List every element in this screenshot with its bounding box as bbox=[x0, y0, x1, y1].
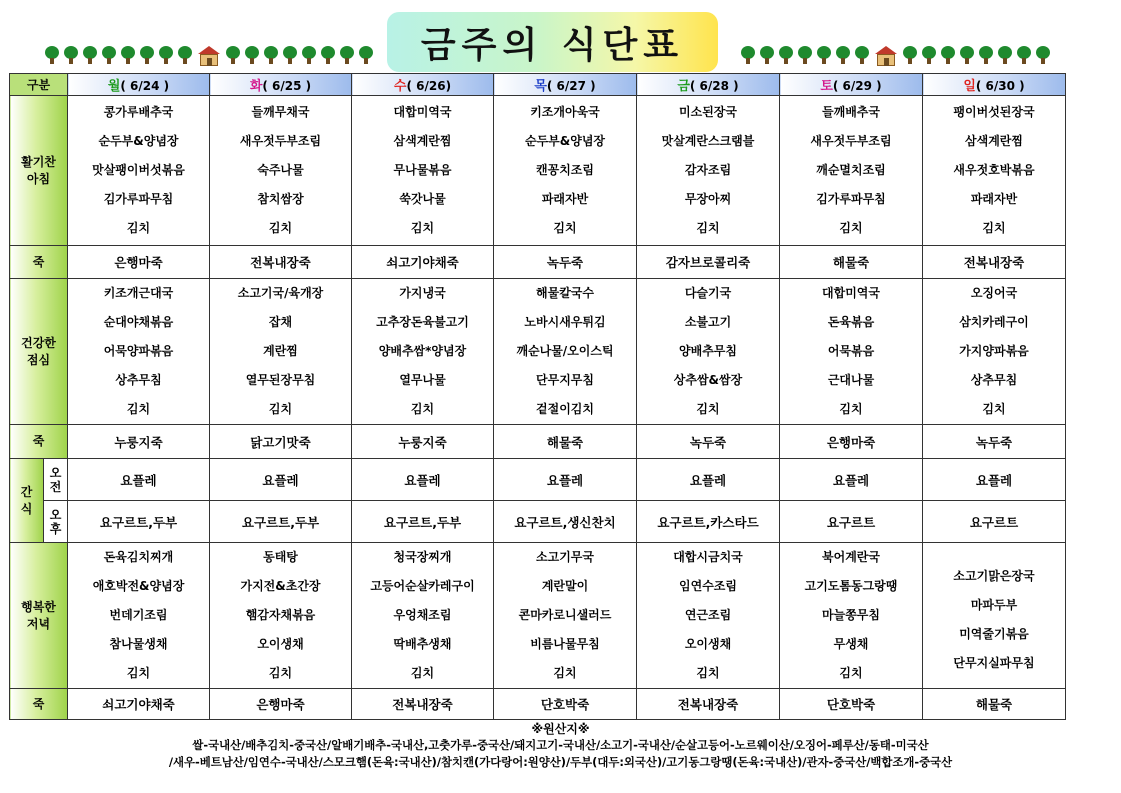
menu-item: 상추무침 bbox=[970, 373, 1018, 387]
day-header bbox=[923, 74, 1066, 96]
menu-item: 마늘쫑무침 bbox=[822, 608, 880, 622]
day-header bbox=[780, 74, 923, 96]
page-title: 금주의 식단표 bbox=[420, 24, 685, 66]
menu-item: 연근조림 bbox=[684, 608, 732, 622]
tree-icon bbox=[225, 46, 241, 64]
menu-item: 김치 bbox=[839, 666, 863, 680]
lunch-cell bbox=[210, 279, 352, 425]
dinner-cell bbox=[923, 543, 1066, 689]
menu-item: 양배추무침 bbox=[679, 344, 737, 358]
menu-item: 김치 bbox=[982, 221, 1006, 235]
menu-item: 가지양파볶음 bbox=[959, 344, 1029, 358]
menu-item: 팽이버섯된장국 bbox=[953, 105, 1035, 119]
dinner-cell bbox=[494, 543, 637, 689]
menu-item: 상추무침 bbox=[115, 373, 162, 387]
tree-icon bbox=[101, 46, 117, 64]
snack-am-cell: 요플레 bbox=[494, 459, 637, 501]
menu-item: 쑥갓나물 bbox=[399, 192, 446, 206]
day-header bbox=[68, 74, 210, 96]
porridge-dinner-cell: 전복내장죽 bbox=[352, 689, 494, 720]
porridge-lunch-cell: 녹두죽 bbox=[637, 425, 780, 459]
porridge-dinner-cell: 전복내장죽 bbox=[637, 689, 780, 720]
dinner-label bbox=[10, 543, 68, 689]
day-header bbox=[637, 74, 780, 96]
menu-item: 김치 bbox=[839, 402, 863, 416]
day-name: 토 bbox=[820, 79, 833, 94]
porridge-morning-label: 죽 bbox=[10, 246, 68, 279]
menu-item: 어묵볶음 bbox=[827, 344, 875, 358]
day-date: ( 6/27 ) bbox=[546, 79, 596, 93]
menu-item: 계란찜 bbox=[263, 344, 298, 358]
tree-icon bbox=[902, 46, 918, 64]
menu-item: 대합시금치국 bbox=[673, 550, 743, 564]
menu-item: 열무된장무침 bbox=[245, 373, 316, 387]
day-date: ( 6/30 ) bbox=[975, 79, 1025, 93]
menu-item: 비름나물무침 bbox=[530, 637, 600, 651]
menu-item: 돈육김치찌개 bbox=[103, 550, 174, 564]
tree-icon bbox=[301, 46, 317, 64]
tree-icon bbox=[959, 46, 975, 64]
menu-item: 소고기무국 bbox=[536, 550, 594, 564]
snack-pm-cell: 요구르트,두부 bbox=[210, 501, 352, 543]
breakfast-cell bbox=[780, 96, 923, 246]
gubun-header: 구분 bbox=[10, 74, 68, 96]
tree-icon bbox=[244, 46, 260, 64]
breakfast-row bbox=[10, 96, 1066, 246]
porridge-dinner-label: 죽 bbox=[10, 689, 68, 720]
tree-decoration-right bbox=[740, 46, 1051, 66]
snack-pm-cell: 요구르트 bbox=[923, 501, 1066, 543]
snack-am-cell: 요플레 bbox=[637, 459, 780, 501]
breakfast-cell bbox=[352, 96, 494, 246]
menu-item: 김치 bbox=[839, 221, 863, 235]
snack-am-row bbox=[10, 459, 1066, 501]
snack-am-cell: 요플레 bbox=[210, 459, 352, 501]
porridge-morning-cell: 감자브로콜리죽 bbox=[637, 246, 780, 279]
menu-item: 김치 bbox=[696, 402, 720, 416]
menu-item: 삼색계란찜 bbox=[965, 134, 1023, 148]
porridge-morning-cell: 녹두죽 bbox=[494, 246, 637, 279]
snack-am-cell: 요플레 bbox=[68, 459, 210, 501]
tree-icon bbox=[158, 46, 174, 64]
menu-item: 열무나물 bbox=[399, 373, 446, 387]
menu-item: 김치 bbox=[126, 221, 151, 235]
menu-item: 깨순멸치조림 bbox=[816, 163, 886, 177]
menu-item: 참치쌈장 bbox=[257, 192, 304, 206]
porridge-morning-cell: 쇠고기야채죽 bbox=[352, 246, 494, 279]
row-label-line: 건강한 bbox=[21, 335, 56, 350]
menu-item: 고기도톰동그랑땡 bbox=[804, 579, 898, 593]
dinner-cell bbox=[780, 543, 923, 689]
menu-item: 양배추쌈*양념장 bbox=[378, 344, 467, 358]
lunch-row bbox=[10, 279, 1066, 425]
tree-icon bbox=[997, 46, 1013, 64]
porridge-lunch-cell: 누룽지죽 bbox=[68, 425, 210, 459]
tree-icon bbox=[63, 46, 79, 64]
porridge-dinner-cell: 해물죽 bbox=[923, 689, 1066, 720]
day-date: ( 6/24 ) bbox=[120, 79, 170, 93]
breakfast-cell bbox=[210, 96, 352, 246]
tree-icon bbox=[1016, 46, 1032, 64]
menu-item: 콩가루배추국 bbox=[103, 105, 174, 119]
tree-icon bbox=[854, 46, 870, 64]
menu-item: 키조개근대국 bbox=[103, 286, 174, 300]
porridge-dinner-row bbox=[10, 689, 1066, 720]
lunch-label bbox=[10, 279, 68, 425]
day-header bbox=[210, 74, 352, 96]
row-label-line: 오 bbox=[49, 507, 62, 522]
tree-icon bbox=[339, 46, 355, 64]
house-icon bbox=[875, 46, 897, 66]
day-name: 금 bbox=[677, 79, 690, 94]
lunch-cell bbox=[780, 279, 923, 425]
menu-item: 캔꽁치조림 bbox=[536, 163, 594, 177]
menu-item: 미소된장국 bbox=[679, 105, 737, 119]
header-row bbox=[10, 74, 1066, 96]
meal-plan-table bbox=[9, 73, 1066, 720]
menu-item: 애호박전&양념장 bbox=[92, 579, 185, 593]
menu-item: 김치 bbox=[410, 221, 435, 235]
breakfast-cell bbox=[494, 96, 637, 246]
menu-item: 숙주나물 bbox=[257, 163, 304, 177]
tree-icon bbox=[778, 46, 794, 64]
porridge-lunch-row bbox=[10, 425, 1066, 459]
menu-item: 김치 bbox=[410, 666, 435, 680]
porridge-dinner-cell: 단호박죽 bbox=[780, 689, 923, 720]
row-label-line: 점심 bbox=[26, 352, 51, 367]
menu-item: 가지전&초간장 bbox=[240, 579, 321, 593]
menu-item: 맛살팽이버섯볶음 bbox=[92, 163, 185, 177]
tree-icon bbox=[816, 46, 832, 64]
snack-pm-row bbox=[10, 501, 1066, 543]
porridge-morning-cell: 전복내장죽 bbox=[210, 246, 352, 279]
tree-icon bbox=[82, 46, 98, 64]
menu-item: 오이생채 bbox=[684, 637, 732, 651]
tree-icon bbox=[835, 46, 851, 64]
porridge-lunch-label: 죽 bbox=[10, 425, 68, 459]
menu-item: 무나물볶음 bbox=[393, 163, 452, 177]
menu-item: 대합미역국 bbox=[822, 286, 880, 300]
origin-heading: ※원산지※ bbox=[531, 722, 590, 736]
breakfast-cell bbox=[923, 96, 1066, 246]
snack-pm-cell: 요구르트,두부 bbox=[352, 501, 494, 543]
menu-item: 콘마카로니샐러드 bbox=[518, 608, 612, 622]
menu-item: 들깨배추국 bbox=[822, 105, 880, 119]
porridge-lunch-cell: 누룽지죽 bbox=[352, 425, 494, 459]
menu-item: 오징어국 bbox=[970, 286, 1018, 300]
menu-item: 대합미역국 bbox=[393, 105, 452, 119]
dinner-cell bbox=[637, 543, 780, 689]
day-date: ( 6/26) bbox=[406, 79, 452, 93]
title-banner bbox=[387, 12, 718, 72]
porridge-lunch-cell: 은행마죽 bbox=[780, 425, 923, 459]
porridge-lunch-cell: 해물죽 bbox=[494, 425, 637, 459]
menu-item: 임연수조림 bbox=[679, 579, 737, 593]
tree-icon bbox=[740, 46, 756, 64]
menu-item: 돈육볶음 bbox=[827, 315, 875, 329]
tree-icon bbox=[797, 46, 813, 64]
menu-item: 김치 bbox=[268, 666, 293, 680]
snack-pm-cell: 요구르트,생신찬치 bbox=[494, 501, 637, 543]
porridge-morning-cell: 은행마죽 bbox=[68, 246, 210, 279]
tree-icon bbox=[120, 46, 136, 64]
menu-item: 깨순나물/오이스틱 bbox=[516, 344, 614, 358]
menu-item: 동태탕 bbox=[263, 550, 298, 564]
origin-line-1: 쌀-국내산/배추김치-중국산/알배기배추-국내산,고춧가루-중국산/돼지고기-국내산/소고기-국내산/순살고등어-노르웨이산/오징어-페루산/동태-미국산 bbox=[192, 738, 929, 752]
menu-item: 김치 bbox=[268, 221, 293, 235]
porridge-dinner-cell: 단호박죽 bbox=[494, 689, 637, 720]
menu-item: 삼치카레구이 bbox=[959, 315, 1029, 329]
house-icon bbox=[198, 46, 220, 66]
porridge-morning-cell: 해물죽 bbox=[780, 246, 923, 279]
menu-item: 새우젓호박볶음 bbox=[953, 163, 1035, 177]
lunch-cell bbox=[68, 279, 210, 425]
day-date: ( 6/25 ) bbox=[262, 79, 312, 93]
row-label-line: 오 bbox=[49, 465, 62, 480]
menu-item: 햄감자채볶음 bbox=[245, 608, 316, 622]
dinner-cell bbox=[68, 543, 210, 689]
menu-item: 근대나물 bbox=[827, 373, 875, 387]
menu-item: 키조개아욱국 bbox=[530, 105, 600, 119]
tree-icon bbox=[44, 46, 60, 64]
tree-icon bbox=[320, 46, 336, 64]
menu-item: 김치 bbox=[696, 666, 720, 680]
menu-item: 소고기맑은장국 bbox=[953, 568, 1035, 583]
snack-am-cell: 요플레 bbox=[923, 459, 1066, 501]
menu-item: 김치 bbox=[553, 221, 577, 235]
menu-item: 노바시새우튀김 bbox=[524, 315, 606, 329]
origin-line-2: /새우-베트남산/임연수-국내산/스모크햄(돈육:국내산)/참치캔(가다랑어:원양산)/두부(대두:외국산)/고기동그랑땡(돈육:국내산)/관자-중국산/백합조개-중국산 bbox=[168, 755, 953, 769]
day-header bbox=[352, 74, 494, 96]
tree-icon bbox=[978, 46, 994, 64]
menu-item: 고추장돈육불고기 bbox=[376, 315, 469, 329]
menu-item: 순두부&양념장 bbox=[98, 134, 179, 148]
snack-pm-cell: 요구르트 bbox=[780, 501, 923, 543]
menu-item: 해물칼국수 bbox=[536, 286, 594, 300]
day-name: 월 bbox=[107, 79, 121, 94]
snack-am-cell: 요플레 bbox=[352, 459, 494, 501]
menu-item: 단무지무침 bbox=[536, 373, 594, 387]
menu-item: 번데기조림 bbox=[109, 608, 168, 622]
tree-decoration-left bbox=[44, 46, 374, 66]
menu-item: 다슬기국 bbox=[684, 286, 732, 300]
row-label-line: 행복한 bbox=[21, 599, 56, 614]
menu-item: 김가루파무침 bbox=[103, 192, 174, 206]
day-date: ( 6/29 ) bbox=[832, 79, 882, 93]
row-label-line: 후 bbox=[49, 521, 62, 536]
day-date: ( 6/28 ) bbox=[689, 79, 739, 93]
menu-item: 감자조림 bbox=[684, 163, 732, 177]
menu-item: 새우젓두부조림 bbox=[810, 134, 892, 148]
menu-item: 들깨무채국 bbox=[251, 105, 310, 119]
snack-pm-cell: 요구르트,두부 bbox=[68, 501, 210, 543]
menu-item: 김가루파무침 bbox=[816, 192, 886, 206]
row-label-line: 아침 bbox=[26, 171, 51, 186]
breakfast-cell bbox=[68, 96, 210, 246]
tree-icon bbox=[759, 46, 775, 64]
menu-item: 김치 bbox=[126, 402, 151, 416]
day-header bbox=[494, 74, 637, 96]
tree-icon bbox=[940, 46, 956, 64]
menu-item: 고등어순살카레구이 bbox=[370, 579, 475, 593]
menu-item: 삼색계란찜 bbox=[393, 134, 452, 148]
menu-item: 파래자반 bbox=[970, 192, 1018, 206]
day-name: 목 bbox=[534, 79, 547, 94]
menu-item: 우엉채조림 bbox=[393, 608, 452, 622]
menu-item: 북어계란국 bbox=[822, 550, 880, 564]
menu-item: 김치 bbox=[553, 666, 577, 680]
breakfast-label bbox=[10, 96, 68, 246]
menu-item: 파래자반 bbox=[541, 192, 589, 206]
menu-item: 어묵양파볶음 bbox=[103, 344, 174, 358]
menu-item: 계란말이 bbox=[541, 579, 589, 593]
row-label-line: 전 bbox=[49, 479, 62, 494]
tree-icon bbox=[921, 46, 937, 64]
snack-pm-cell: 요구르트,카스타드 bbox=[637, 501, 780, 543]
lunch-cell bbox=[637, 279, 780, 425]
menu-item: 순두부&양념장 bbox=[524, 134, 606, 148]
menu-item: 소고기국/육개장 bbox=[237, 286, 324, 300]
menu-item: 소불고기 bbox=[684, 315, 732, 329]
menu-item: 미역줄기볶음 bbox=[959, 626, 1029, 641]
porridge-morning-cell: 전복내장죽 bbox=[923, 246, 1066, 279]
tree-icon bbox=[139, 46, 155, 64]
porridge-lunch-cell: 닭고기맛죽 bbox=[210, 425, 352, 459]
tree-icon bbox=[282, 46, 298, 64]
tree-icon bbox=[263, 46, 279, 64]
menu-item: 김치 bbox=[410, 402, 435, 416]
menu-item: 오이생채 bbox=[257, 637, 304, 651]
menu-item: 가지냉국 bbox=[399, 286, 446, 300]
menu-item: 마파두부 bbox=[970, 597, 1018, 612]
porridge-dinner-cell: 쇠고기야채죽 bbox=[68, 689, 210, 720]
porridge-morning-row bbox=[10, 246, 1066, 279]
day-name: 수 bbox=[393, 79, 407, 94]
snack-am-label bbox=[44, 459, 68, 501]
menu-item: 잡채 bbox=[268, 315, 293, 329]
menu-item: 청국장찌개 bbox=[393, 550, 452, 564]
dinner-row bbox=[10, 543, 1066, 689]
breakfast-cell bbox=[637, 96, 780, 246]
menu-item: 딱배추생채 bbox=[393, 637, 452, 651]
porridge-dinner-cell: 은행마죽 bbox=[210, 689, 352, 720]
tree-icon bbox=[177, 46, 193, 64]
menu-item: 순대야채볶음 bbox=[103, 315, 174, 329]
day-name: 일 bbox=[963, 79, 976, 94]
menu-item: 무생채 bbox=[833, 637, 869, 651]
tree-icon bbox=[1035, 46, 1051, 64]
menu-item: 김치 bbox=[982, 402, 1006, 416]
lunch-cell bbox=[352, 279, 494, 425]
menu-item: 무장아찌 bbox=[684, 192, 732, 206]
lunch-cell bbox=[923, 279, 1066, 425]
dinner-cell bbox=[352, 543, 494, 689]
snack-am-cell: 요플레 bbox=[780, 459, 923, 501]
lunch-cell bbox=[494, 279, 637, 425]
row-label-line: 식 bbox=[20, 501, 33, 516]
menu-item: 단무지실파무침 bbox=[953, 655, 1035, 670]
menu-item: 상추쌈&쌈장 bbox=[673, 373, 743, 387]
menu-item: 참나물생채 bbox=[109, 637, 168, 651]
tree-icon bbox=[358, 46, 374, 64]
row-label-line: 활기찬 bbox=[21, 154, 56, 169]
menu-item: 새우젓두부조림 bbox=[239, 134, 322, 148]
dinner-cell bbox=[210, 543, 352, 689]
snack-label bbox=[10, 459, 44, 543]
menu-item: 김치 bbox=[696, 221, 720, 235]
row-label-line: 간 bbox=[20, 484, 33, 499]
menu-item: 김치 bbox=[126, 666, 151, 680]
row-label-line: 저녁 bbox=[26, 616, 51, 631]
day-name: 화 bbox=[249, 79, 263, 94]
menu-item: 맛살계란스크램블 bbox=[661, 134, 755, 148]
menu-item: 겉절이김치 bbox=[536, 402, 594, 416]
snack-pm-label bbox=[44, 501, 68, 543]
menu-item: 김치 bbox=[268, 402, 293, 416]
porridge-lunch-cell: 녹두죽 bbox=[923, 425, 1066, 459]
